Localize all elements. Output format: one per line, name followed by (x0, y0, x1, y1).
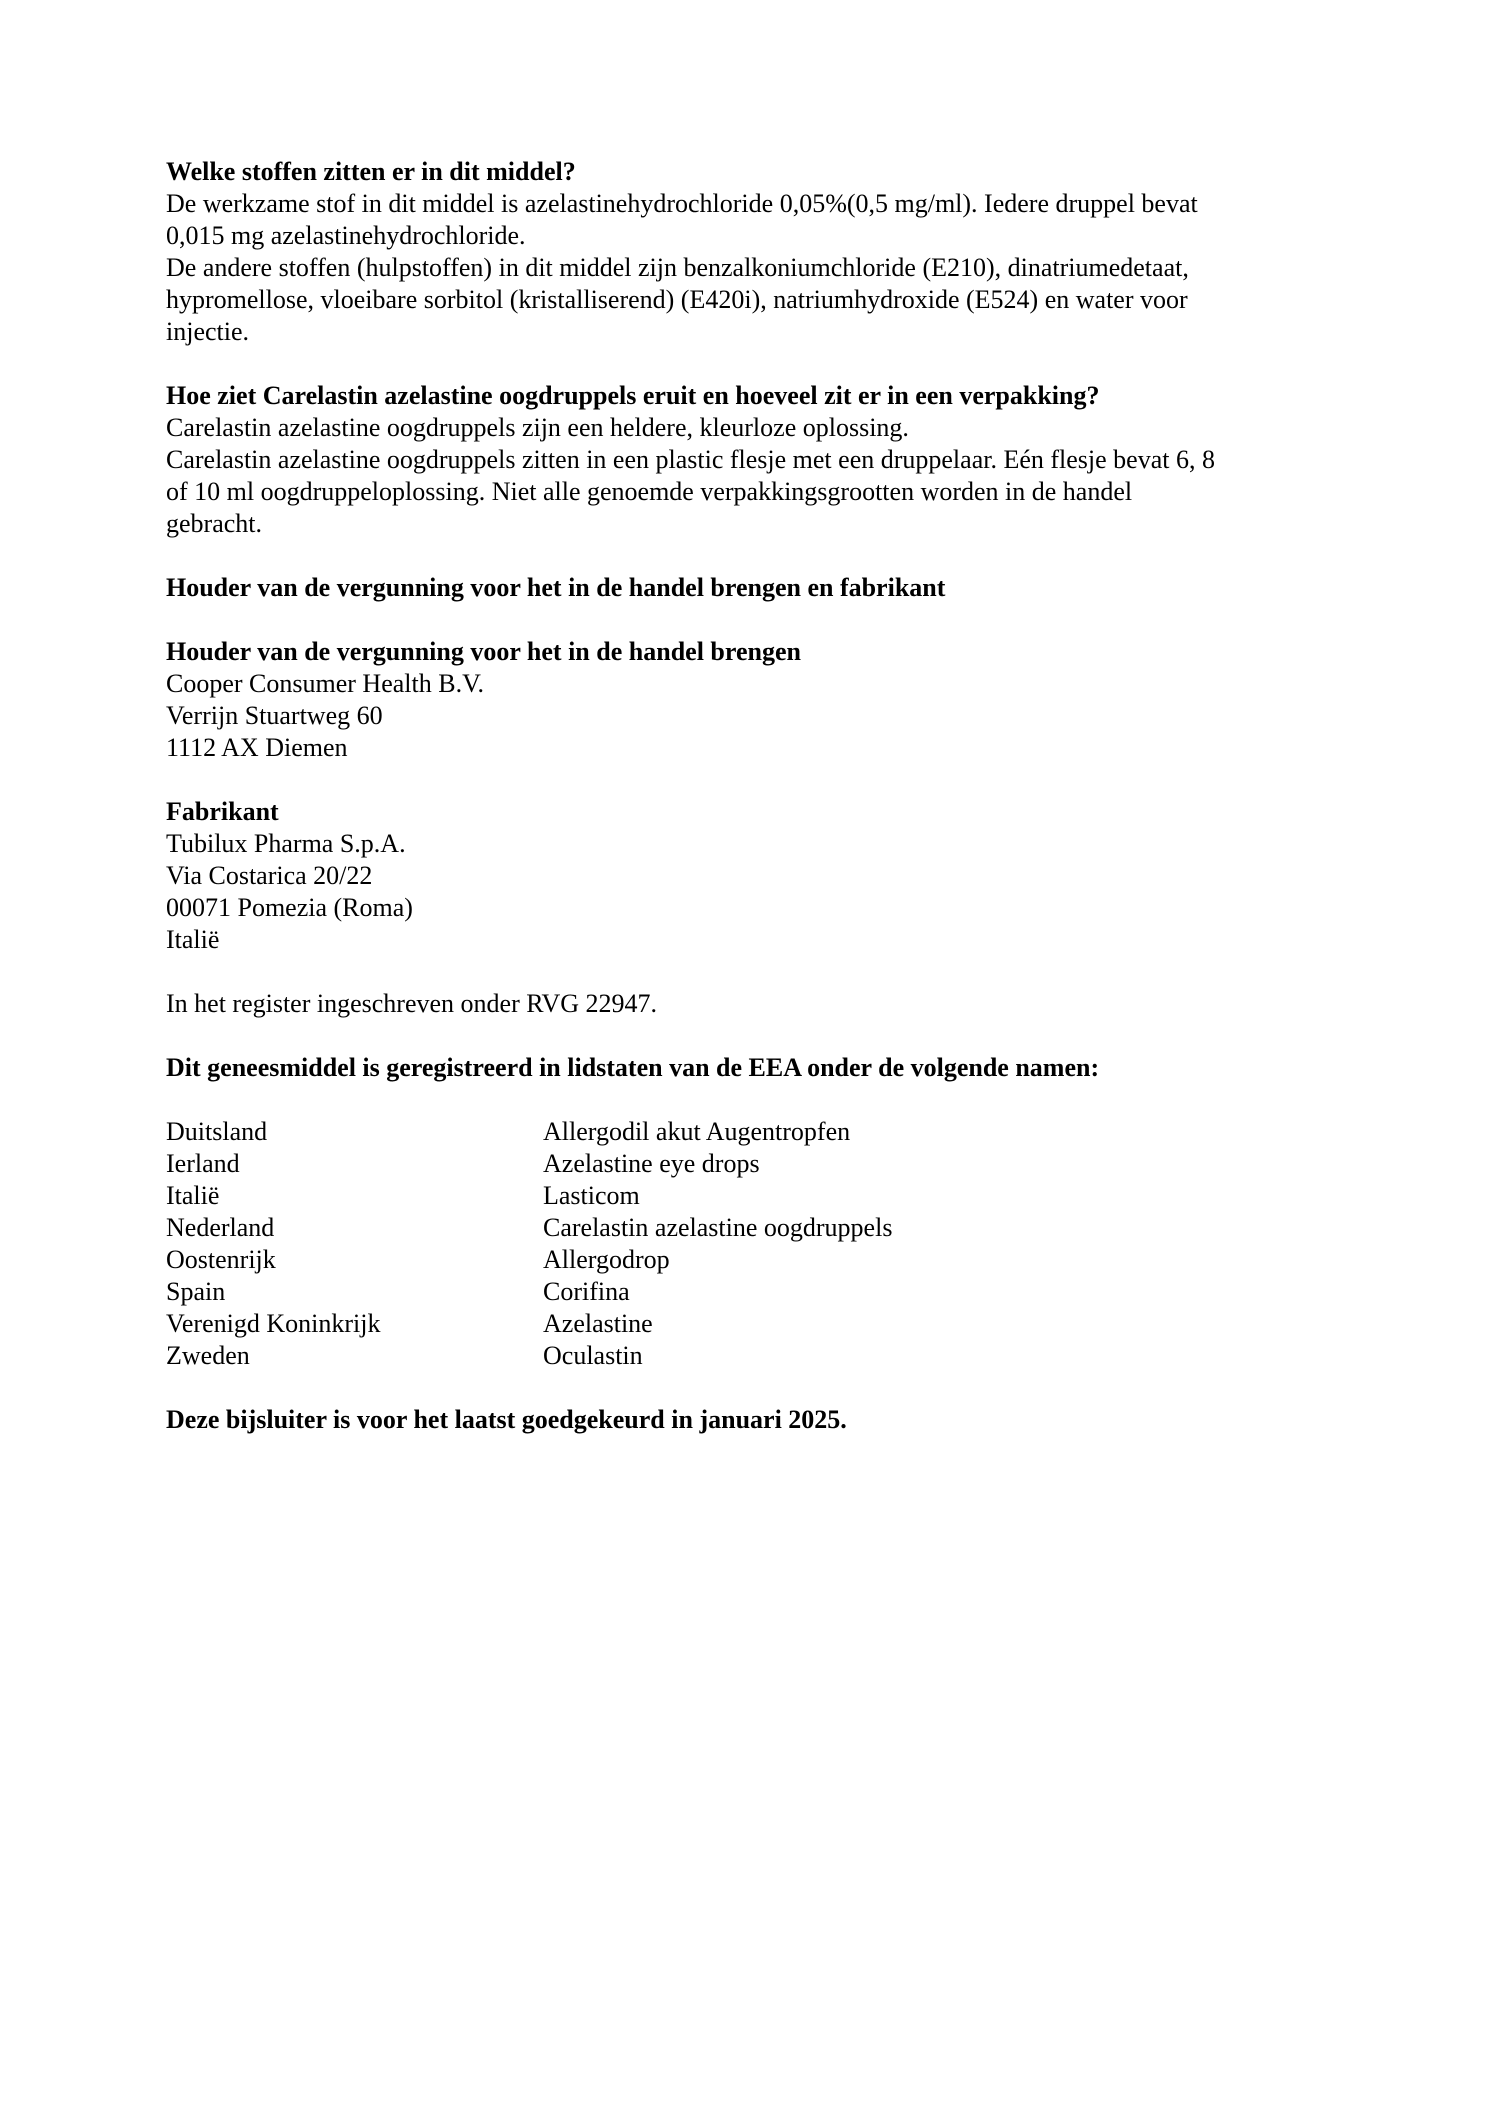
table-row (166, 1244, 892, 1276)
section-appearance-heading: Hoe ziet Carelastin azelastine oogdruppels eruit en hoeveel zit er in een verpakking? (166, 381, 1100, 410)
country-cell: Duitsland (166, 1117, 268, 1146)
ingredients-line: hypromellose, vloeibare sorbitol (kristalliserend) (E420i), natriumhydroxide (E524) en water voor (166, 285, 1188, 314)
leaflet-content (166, 156, 1374, 1436)
register-line: In het register ingeschreven onder RVG 22947. (166, 989, 658, 1018)
product-name-cell: Allergodil akut Augentropfen (543, 1117, 851, 1146)
section-manufacturer (166, 796, 1374, 956)
section-manufacturer-heading: Fabrikant (166, 797, 279, 826)
section-mah-heading: Houder van de vergunning voor het in de handel brengen (166, 637, 801, 666)
appearance-line: Carelastin azelastine oogdruppels zitten in een plastic flesje met een druppelaar. Eén flesje bevat 6, 8 (166, 445, 1215, 474)
section-eea-table (166, 1116, 1374, 1372)
mah-line: Verrijn Stuartweg 60 (166, 701, 383, 730)
appearance-line: Carelastin azelastine oogdruppels zijn een heldere, kleurloze oplossing. (166, 413, 909, 442)
product-name-cell: Lasticom (543, 1181, 640, 1210)
product-name-cell: Carelastin azelastine oogdruppels (543, 1213, 893, 1242)
table-row (166, 1116, 892, 1148)
country-cell: Verenigd Koninkrijk (166, 1309, 381, 1338)
table-row (166, 1148, 892, 1180)
manufacturer-line: Tubilux Pharma S.p.A. (166, 829, 406, 858)
mah-line: 1112 AX Diemen (166, 733, 348, 762)
country-cell: Ierland (166, 1149, 240, 1178)
eea-heading: Dit geneesmiddel is geregistreerd in lidstaten van de EEA onder de volgende namen: (166, 1053, 1100, 1082)
product-name-cell: Oculastin (543, 1341, 643, 1370)
table-row (166, 1308, 892, 1340)
ingredients-line: 0,015 mg azelastinehydrochloride. (166, 221, 526, 250)
product-name-cell: Corifina (543, 1277, 630, 1306)
product-name-cell: Azelastine (543, 1309, 653, 1338)
table-row (166, 1340, 892, 1372)
table-row (166, 1276, 892, 1308)
mah-line: Cooper Consumer Health B.V. (166, 669, 484, 698)
section-mah-and-manufacturer (166, 572, 1374, 604)
section-eea-heading (166, 1052, 1374, 1084)
country-cell: Zweden (166, 1341, 250, 1370)
manufacturer-line: Via Costarica 20/22 (166, 861, 373, 890)
manufacturer-line: Italië (166, 925, 220, 954)
product-name-cell: Allergodrop (543, 1245, 670, 1274)
mah-and-manufacturer-heading: Houder van de vergunning voor het in de handel brengen en fabrikant (166, 573, 946, 602)
section-appearance (166, 380, 1374, 540)
appearance-line: gebracht. (166, 509, 263, 538)
section-register (166, 988, 1374, 1020)
country-cell: Oostenrijk (166, 1245, 276, 1274)
section-ingredients (166, 156, 1374, 348)
section-approval (166, 1404, 1374, 1436)
ingredients-line: injectie. (166, 317, 250, 346)
appearance-line: of 10 ml oogdruppeloplossing. Niet alle genoemde verpakkingsgrootten worden in de handel (166, 477, 1133, 506)
table-row (166, 1212, 892, 1244)
country-cell: Spain (166, 1277, 226, 1306)
ingredients-line: De werkzame stof in dit middel is azelastinehydrochloride 0,05%(0,5 mg/ml). Iedere druppel bevat (166, 189, 1198, 218)
eea-table (166, 1116, 892, 1372)
table-row (166, 1180, 892, 1212)
section-ingredients-heading: Welke stoffen zitten er in dit middel? (166, 157, 576, 186)
section-mah (166, 636, 1374, 764)
country-cell: Italië (166, 1181, 220, 1210)
product-name-cell: Azelastine eye drops (543, 1149, 760, 1178)
country-cell: Nederland (166, 1213, 275, 1242)
manufacturer-line: 00071 Pomezia (Roma) (166, 893, 413, 922)
approval-line: Deze bijsluiter is voor het laatst goedgekeurd in januari 2025. (166, 1405, 847, 1434)
ingredients-line: De andere stoffen (hulpstoffen) in dit middel zijn benzalkoniumchloride (E210), dinatriumedetaat, (166, 253, 1189, 282)
